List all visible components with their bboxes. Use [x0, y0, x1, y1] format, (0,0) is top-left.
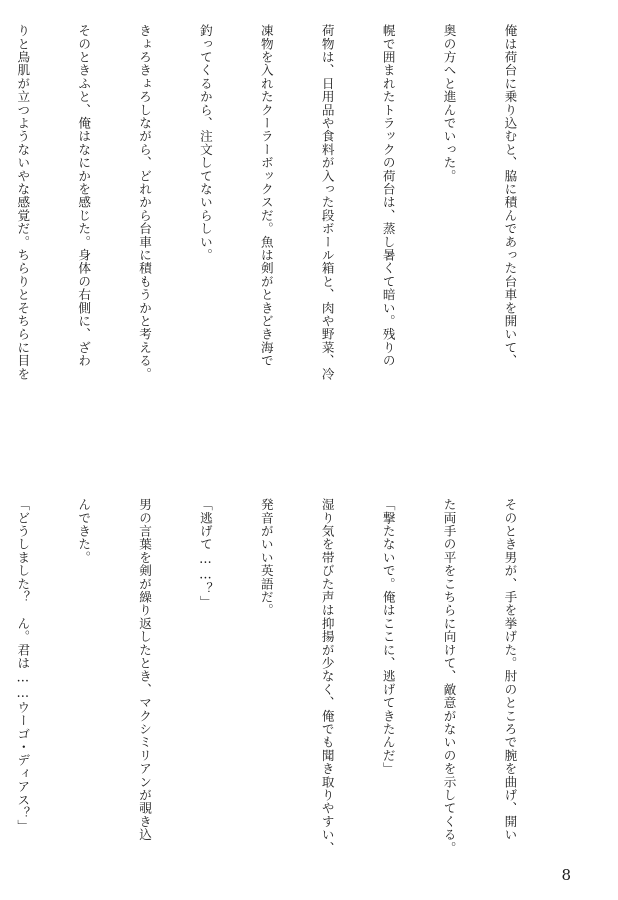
text-line: 凍物を入れたクーラーボックスだ。魚は剣がときどき海で — [258, 24, 274, 368]
text-line: そのときふと、俺はなにかを感じた。身体の右側に、ざわ — [76, 24, 92, 368]
text-line: 男の言葉を剣が繰り返したとき、マクシミリアンが覗き込 — [137, 498, 153, 842]
text-line: 俺は荷台に乗り込むと、脇に積んであった台車を開いて、 — [502, 24, 518, 368]
text-line: 「撃たないで。俺はここに、逃げてきたんだ」 — [380, 498, 396, 776]
lower-text-block — [0, 498, 560, 878]
text-line: 幌で囲まれたトラックの荷台は、蒸し暑くて暗い。残りの — [380, 24, 396, 368]
text-line: そのとき男が、手を挙げた。肘のところで腕を曲げ、開い — [502, 498, 518, 842]
text-line: 発音がいい英語だ。 — [258, 498, 274, 617]
text-line: きょろきょろしながら、どれから台車に積もうかと考える。 — [137, 24, 153, 381]
text-line: 荷物は、日用品や食料が入った段ボール箱と、肉や野菜、冷 — [319, 24, 335, 381]
text-line: んできた。 — [76, 498, 92, 564]
upper-text-block — [0, 24, 560, 444]
text-line: 「逃げて……？」 — [197, 498, 213, 609]
text-line: 奥の方へと進んでいった。 — [441, 24, 457, 183]
text-line: 「どうしました？ ん。君は……ウーゴ・ディアス？」 — [15, 498, 31, 833]
page-number: 8 — [561, 866, 571, 884]
text-line: 釣ってくるから、注文してないらしい。 — [197, 24, 213, 262]
text-line: りと鳥肌が立つようないやな感覚だ。ちらりとそちらに目を — [15, 24, 31, 381]
text-line: た両手の平をこちらに向けて、敵意がないのを示してくる。 — [441, 498, 457, 855]
text-line: 湿り気を帯びた声は抑揚が少なく、俺でも聞き取りやすい、 — [319, 498, 335, 855]
